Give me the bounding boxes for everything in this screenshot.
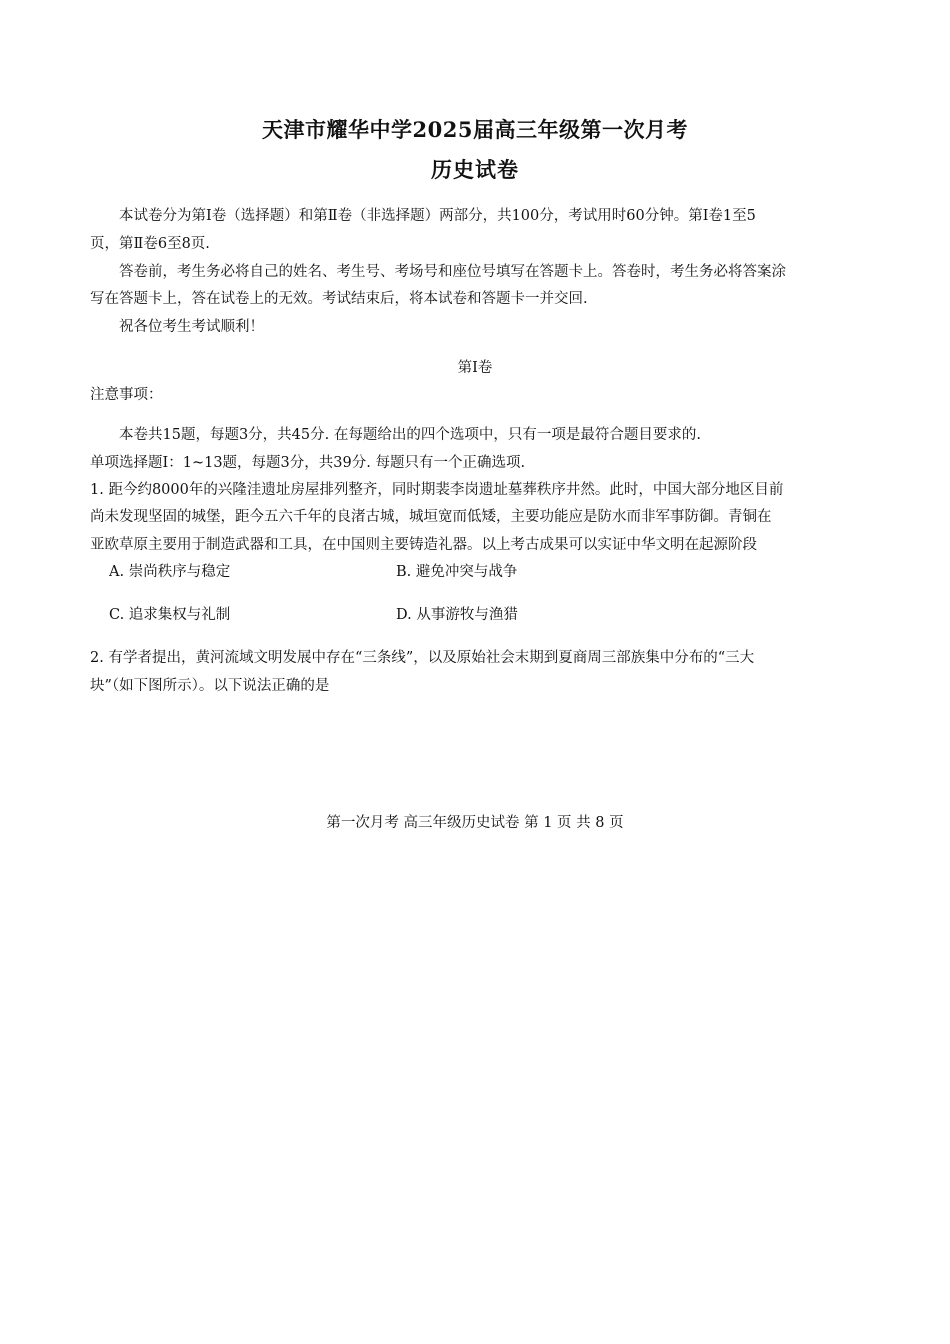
- intro-paragraph-1-line-1: 本试卷分为第Ⅰ卷（选择题）和第Ⅱ卷（非选择题）两部分，共100分，考试用时60分钟。第Ⅰ卷1至5: [119, 208, 756, 224]
- intro-paragraph-3: 祝各位考生考试顺利！: [119, 319, 264, 335]
- question-1-option-c: C. 追求集权与礼制: [109, 607, 231, 623]
- intro-paragraph-2-line-2: 写在答题卡上，答在试卷上的无效。考试结束后，将本试卷和答题卡一并交回.: [90, 291, 588, 307]
- intro-paragraph-2-line-1: 答卷前，考生务必将自己的姓名、考生号、考场号和座位号填写在答题卡上。答卷时，考生务必将答案涂: [119, 264, 786, 280]
- question-2-line-2: 块”（如下图所示）。以下说法正确的是: [90, 678, 330, 694]
- exam-subtitle: 历史试卷: [431, 157, 519, 182]
- page-footer: 第一次月考 高三年级历史试卷 第 1 页 共 8 页: [326, 815, 624, 831]
- section-heading: 第Ⅰ卷: [457, 360, 493, 376]
- notes-label: 注意事项：: [90, 387, 163, 403]
- question-1-line-2: 尚未发现坚固的城堡，距今五六千年的良渚古城，城垣宽而低矮，主要功能应是防水而非军事防御。青铜在: [90, 509, 772, 525]
- question-1-line-3: 亚欧草原主要用于制造武器和工具，在中国则主要铸造礼器。以上考古成果可以实证中华文明在起源阶段: [90, 537, 757, 553]
- exam-title: 天津市耀华中学2025届高三年级第一次月考: [262, 117, 688, 142]
- intro-paragraph-1-line-2: 页，第Ⅱ卷6至8页.: [90, 236, 210, 252]
- question-1-option-b: B. 避免冲突与战争: [396, 564, 518, 580]
- question-1-line-1: 1. 距今约8000年的兴隆洼遗址房屋排列整齐，同时期裴李岗遗址墓葬秩序井然。此时，中国大部分地区目前: [90, 482, 784, 498]
- question-1-option-a: A. 崇尚秩序与稳定: [109, 564, 231, 580]
- note-1: 本卷共15题，每题3分，共45分. 在每题给出的四个选项中，只有一项是最符合题目要求的.: [119, 427, 701, 443]
- question-2-line-1: 2. 有学者提出，黄河流域文明发展中存在“三条线”，以及原始社会末期到夏商周三部族集中分布的“三大: [90, 650, 755, 666]
- note-2: 单项选择题Ⅰ：1~13题，每题3分，共39分. 每题只有一个正确选项.: [90, 455, 526, 471]
- question-1-option-d: D. 从事游牧与渔猎: [396, 607, 518, 623]
